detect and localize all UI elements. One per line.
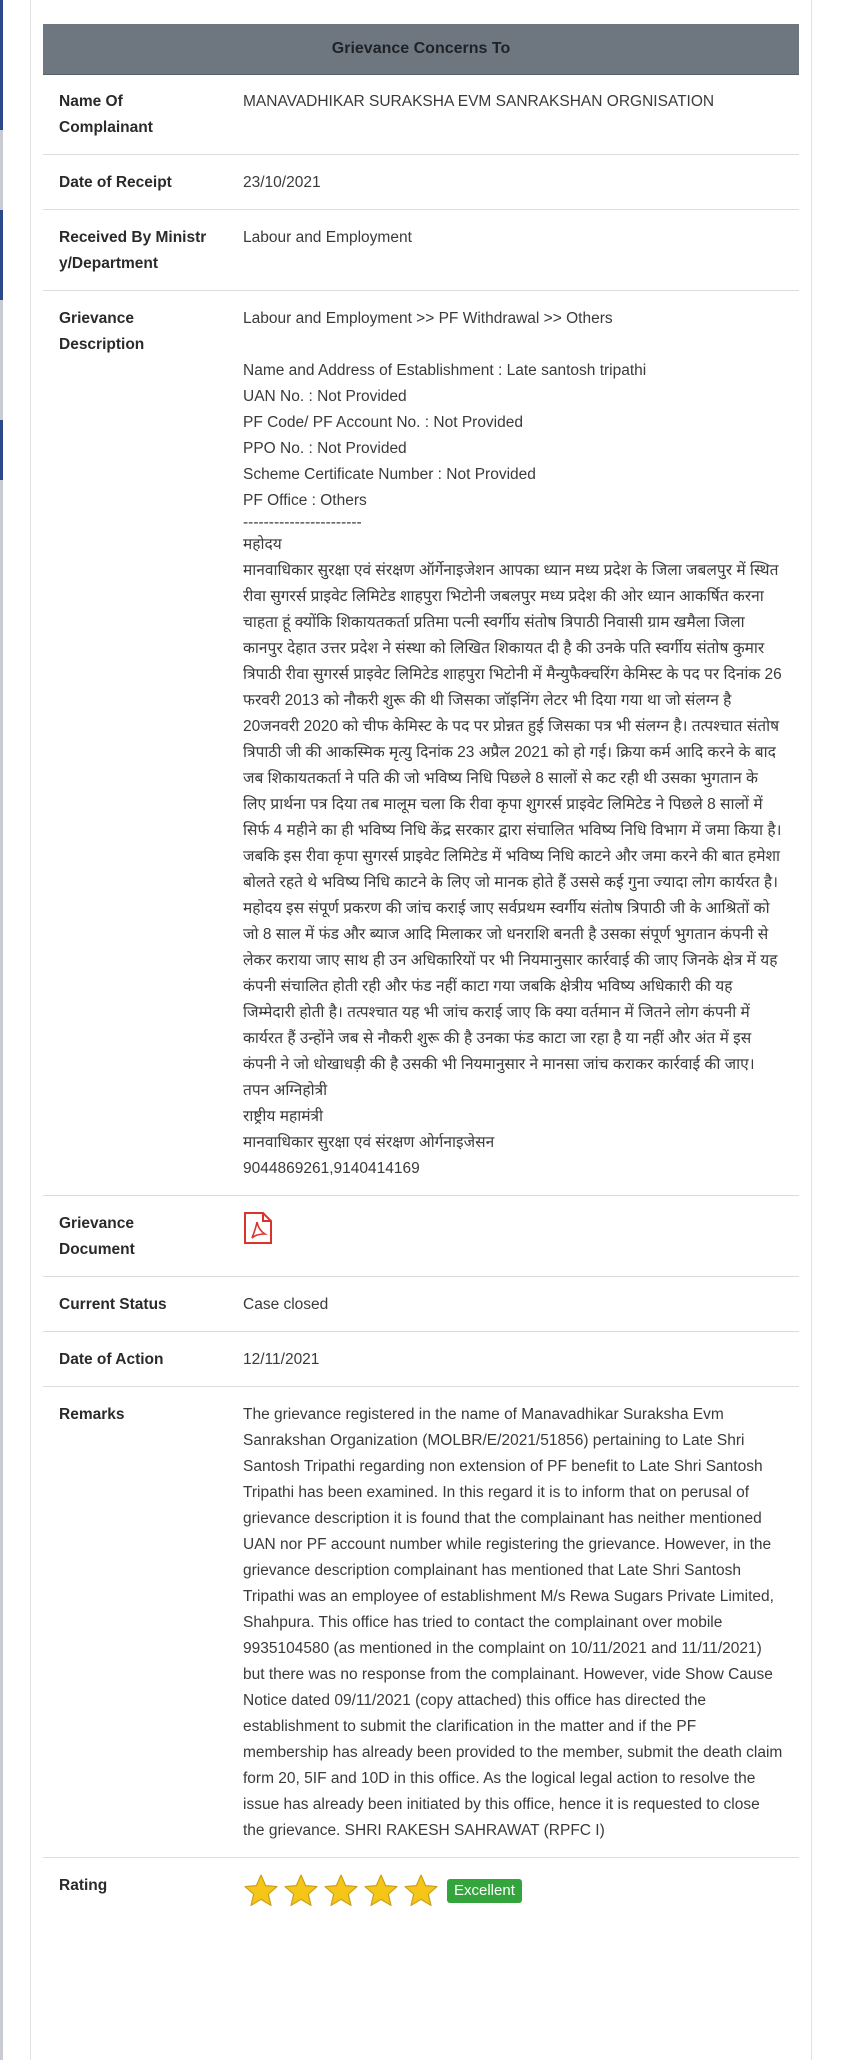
value-ministry: Labour and Employment xyxy=(227,210,799,291)
description-scheme: Scheme Certificate Number : Not Provided xyxy=(243,466,536,483)
label-date-of-receipt: Date of Receipt xyxy=(43,155,227,210)
row-rating xyxy=(43,1858,799,1923)
value-current-status: Case closed xyxy=(227,1277,799,1332)
value-document xyxy=(227,1196,799,1277)
label-ministry-text: Received By Ministry/Department xyxy=(59,229,207,272)
label-description: Grievance Description xyxy=(43,291,227,1196)
label-remarks: Remarks xyxy=(43,1387,227,1858)
description-separator: ----------------------- xyxy=(243,514,362,531)
value-remarks: The grievance registered in the name of Manavadhikar Suraksha Evm Sanrakshan Organization (MOLBR/E/2021/51856) pertaining to Late Shri Santosh Tripathi regarding non extension of PF benefit to Late Shri Santosh Tripathi has been examined. In this regard it is to inform that on perusal of grievance description it is found that the complainant has neither mentioned UAN nor PF account number while registering the grievance. However, in the grievance description complainant has mentioned that Late Shri Santosh Tripathi was an employee of establishment M/s Rewa Sugars Private Limited, Shahpura. This office has tried to contact the complainant over mobile 9935104580 (as mentioned in the complaint on 10/11/2021 and 11/11/2021) but there was no response from the complainant. However, vide Show Cause Notice dated 09/11/2021 (copy attached) this office has directed the establishment to submit the clarification in the matter and if the PF membership has already been provided to the member, submit the death claim form 20, 5IF and 10D in this office. As the logical legal action to resolve the issue has already been initiated by this office, hence it is requested to close the grievance. SHRI RAKESH SAHRAWAT (RPFC I) xyxy=(227,1387,799,1858)
grievance-panel xyxy=(30,0,812,2060)
label-ministry xyxy=(43,210,227,291)
description-pf-office: PF Office : Others xyxy=(243,492,367,509)
star-icon[interactable] xyxy=(403,1873,439,1909)
star-icon[interactable] xyxy=(363,1873,399,1909)
description-pf-code: PF Code/ PF Account No. : Not Provided xyxy=(243,414,523,431)
panel-title: Grievance Concerns To xyxy=(331,40,511,57)
label-current-status: Current Status xyxy=(43,1277,227,1332)
description-category: Labour and Employment >> PF Withdrawal >> Others xyxy=(243,310,613,327)
rating-badge: Excellent xyxy=(447,1879,522,1903)
panel-header xyxy=(43,24,799,75)
star-icon[interactable] xyxy=(323,1873,359,1909)
row-current-status xyxy=(43,1277,799,1332)
label-date-of-action: Date of Action xyxy=(43,1332,227,1387)
label-complainant: Name Of Complainant xyxy=(43,74,227,155)
value-date-of-action: 12/11/2021 xyxy=(227,1332,799,1387)
pdf-icon[interactable] xyxy=(243,1211,273,1245)
row-document xyxy=(43,1196,799,1277)
row-remarks xyxy=(43,1387,799,1858)
value-complainant: MANAVADHIKAR SURAKSHA EVM SANRAKSHAN ORGNISATION xyxy=(227,74,799,155)
value-description xyxy=(227,291,799,1196)
description-ppo: PPO No. : Not Provided xyxy=(243,440,407,457)
label-document: Grievance Document xyxy=(43,1196,227,1277)
value-date-of-receipt: 23/10/2021 xyxy=(227,155,799,210)
rating-stars xyxy=(243,1873,783,1909)
left-edge-strip xyxy=(0,0,3,2060)
row-description xyxy=(43,291,799,1196)
description-uan: UAN No. : Not Provided xyxy=(243,388,407,405)
description-establishment: Name and Address of Establishment : Late santosh tripathi xyxy=(243,362,647,379)
grievance-details-table xyxy=(43,74,799,1922)
row-date-of-receipt xyxy=(43,155,799,210)
star-icon[interactable] xyxy=(243,1873,279,1909)
row-ministry xyxy=(43,210,799,291)
value-rating xyxy=(227,1858,799,1923)
label-rating: Rating xyxy=(59,1877,108,1894)
row-date-of-action xyxy=(43,1332,799,1387)
star-icon[interactable] xyxy=(283,1873,319,1909)
description-hindi-text: महोदय मानवाधिकार सुरक्षा एवं संरक्षण ऑर्गेनाइजेशन आपका ध्यान मध्य प्रदेश के जिला जबलपुर में स्थित रीवा सुगरर्स प्राइवेट लिमिटेड शाहपुरा भिटोनी जबलपुर मध्य प्रदेश की ओर ध्यान आकर्षित करना चाहता हूं क्योंकि शिकायतकर्ता प्रतिमा पत्नी स्वर्गीय संतोष त्रिपाठी निवासी ग्राम खमैला जिला कानपुर देहात उत्तर प्रदेश ने संस्था को लिखित शिकायत दी है की उनके पति स्वर्गीय संतोष कुमार त्रिपाठी रीवा सुगरर्स प्राइवेट लिमिटेड शाहपुरा भिटोनी में मैन्युफैक्चरिंग केमिस्ट के पद पर दिनांक 26 फरवरी 2013 को नौकरी शुरू की थी जिसका जॉइनिंग लेटर भी दिया गया था जो संलग्न है 20जनवरी 2020 को चीफ केमिस्ट के पद पर प्रोन्नत हुई जिसका पत्र भी संलग्न है। तत्पश्चात संतोष त्रिपाठी जी की आकस्मिक मृत्यु दिनांक 23 अप्रैल 2021 को हो गई। क्रिया कर्म आदि करने के बाद जब शिकायतकर्ता ने पति की जो भविष्य निधि पिछले 8 सालों से कट रही थी उसका भुगतान के लिए प्रार्थना पत्र दिया तब मालूम चला कि रीवा कृपा शुगरर्स प्राइवेट लिमिटेड ने पिछले 8 सालों में सिर्फ 4 महीने का ही भविष्य निधि केंद्र सरकार द्वारा संचालित भविष्य निधि विभाग में जमा किया है। जबकि इस रीवा कृपा सुगरर्स प्राइवेट लिमिटेड में भविष्य निधि काटने और जमा करने की बात हमेशा बोलते रहते थे भविष्य निधि काटने के लिए जो मानक होते हैं उससे कई गुना ज्यादा लोग कार्यरत है। महोदय इस संपूर्ण प्रकरण की जांच कराई जाए सर्वप्रथम स्वर्गीय संतोष त्रिपाठी जी के आश्रितों को जो 8 साल में फंड और ब्याज आदि मिलाकर जो धनराशि बनती है उसका संपूर्ण भुगतान कंपनी से लेकर कराया जाए साथ ही उन अधिकारियों पर भी नियमानुसार कार्रवाई की जाए जिनके क्षेत्र में यह कंपनी संचालित होती रही और फंड नहीं काटा गया जबकि क्षेत्रीय भविष्य अधिकारी की यह जिम्मेदारी होती है। तत्पश्चात यह भी जांच कराई जाए कि क्या वर्तमान में जितने लोग कंपनी में कार्यरत हैं उन्होंने जब से नौकरी शुरू की है उनका फंड काटा जा रहा है या नहीं और अंत में इस कंपनी ने जो धोखाधड़ी की है उसकी भी नियमानुसार ने मानसा जांच कराकर कार्रवाई की जाए। तपन अग्निहोत्री राष्ट्रीय महामंत्री मानवाधिकार सुरक्षा एवं संरक्षण ओर्गनाइजेसन 9044869261,9140414169 xyxy=(243,536,782,1177)
row-complainant xyxy=(43,74,799,155)
